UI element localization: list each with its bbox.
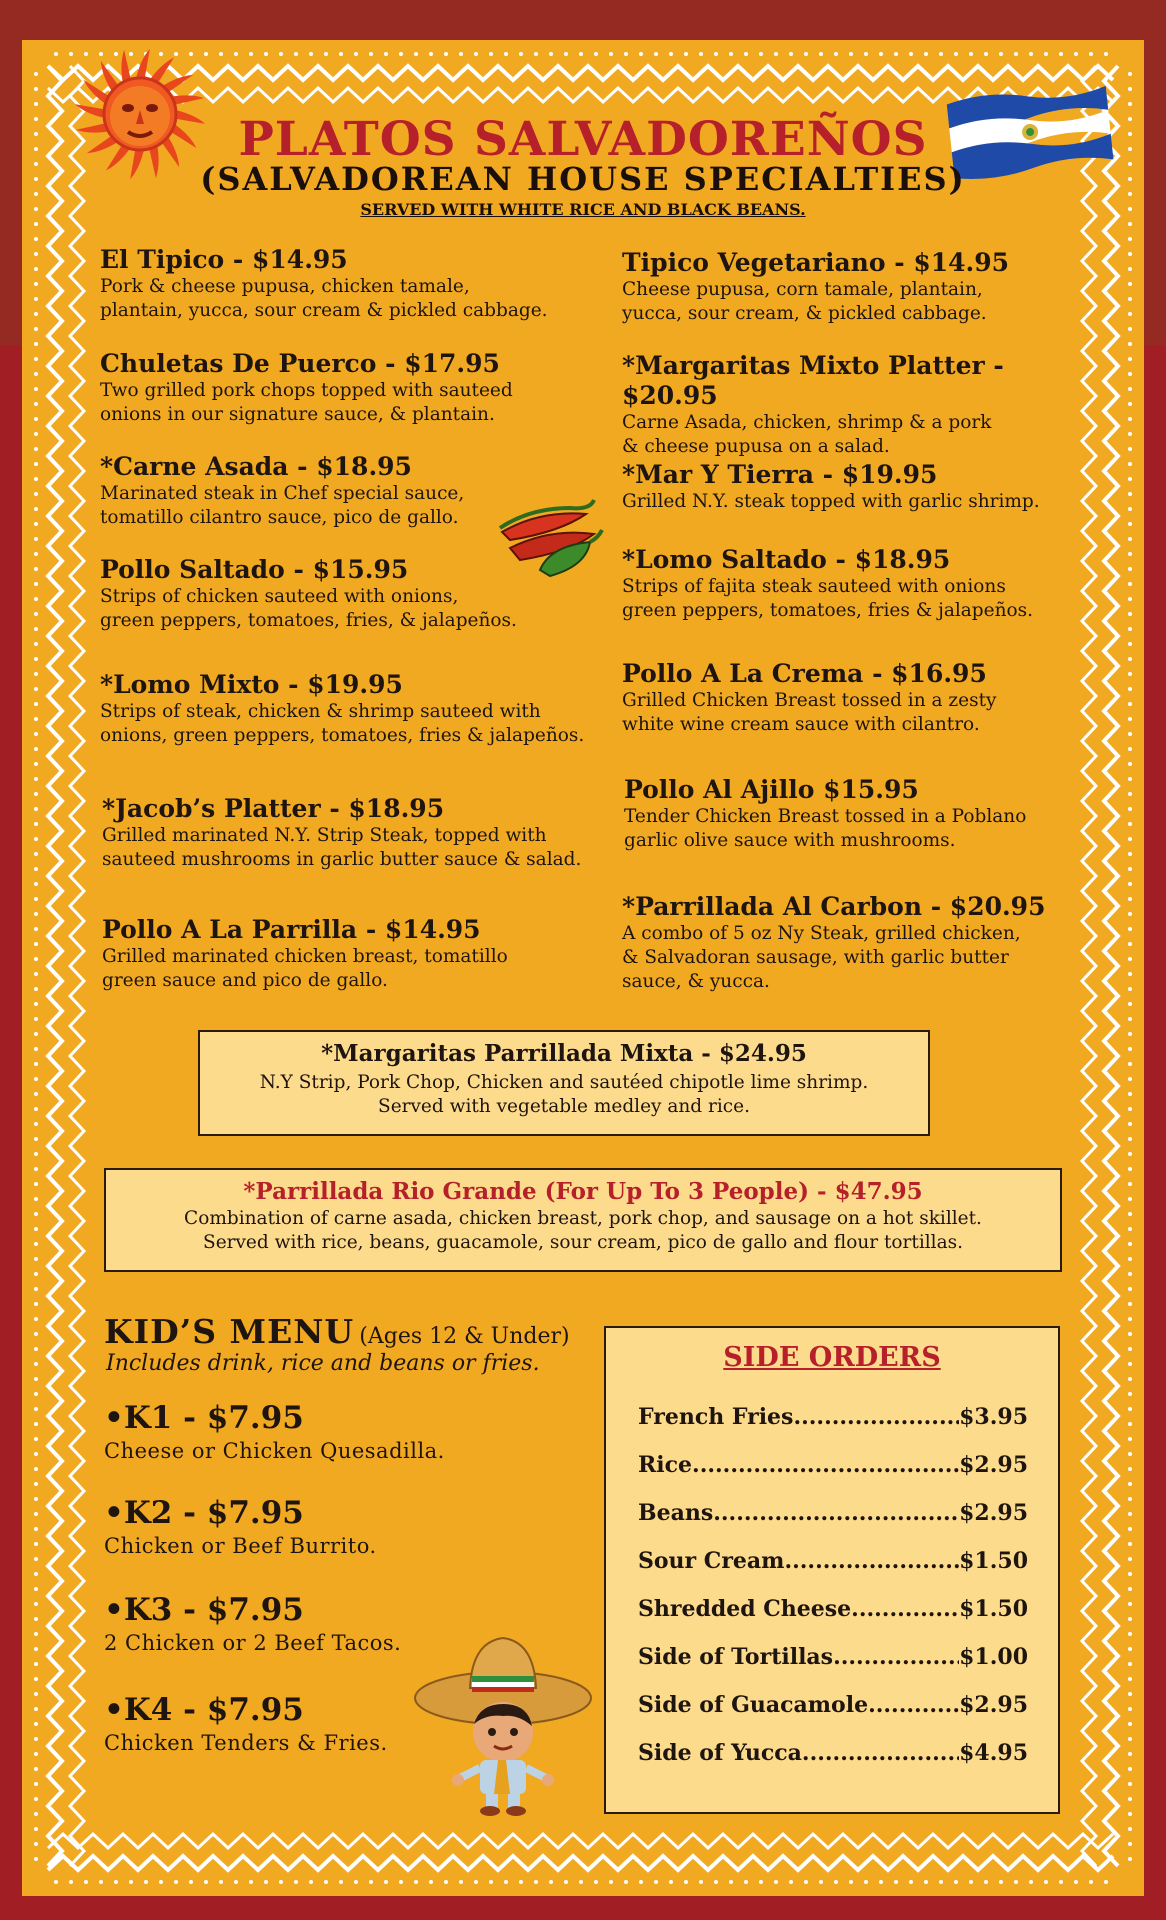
menu-item — [100, 670, 610, 748]
menu-item — [622, 248, 1092, 326]
kids-item-name: •K2 - $7.95 — [104, 1495, 304, 1531]
side-order-name: Rice — [638, 1452, 693, 1478]
menu-item — [622, 351, 1102, 459]
menu-item — [624, 775, 1104, 853]
item-name: Pollo Saltado - $15.95 — [100, 555, 409, 584]
item-desc: yucca, sour cream, & pickled cabbage. — [622, 303, 987, 324]
side-order-name: Side of Guacamole — [638, 1692, 869, 1718]
side-order-price: $3.95 — [959, 1404, 1028, 1430]
side-order-row — [638, 1644, 1028, 1670]
menu-title: PLATOS SALVADOREÑOS — [238, 112, 928, 167]
item-desc: Cheese pupusa, corn tamale, plantain, — [622, 279, 983, 300]
featured-item-name: *Margaritas Parrillada Mixta - $24.95 — [321, 1040, 807, 1067]
served-with-note: SERVED WITH WHITE RICE AND BLACK BEANS. — [360, 200, 806, 219]
item-desc: sauce, & yucca. — [622, 971, 770, 992]
menu-item — [102, 794, 612, 872]
item-desc: onions in our signature sauce, & plantain. — [100, 404, 495, 425]
item-desc: A combo of 5 oz Ny Steak, grilled chicken, — [622, 923, 1021, 944]
side-order-row — [638, 1740, 1028, 1766]
featured-item-desc: N.Y Strip, Pork Chop, Chicken and sautéed chipotle lime shrimp. — [259, 1072, 869, 1093]
menu-item — [102, 915, 602, 993]
side-order-row — [638, 1452, 1028, 1478]
item-name: Pollo Al Ajillo $15.95 — [624, 775, 919, 804]
item-name: Chuletas De Puerco - $17.95 — [100, 349, 500, 378]
menu-item — [622, 545, 1102, 623]
side-order-price: $1.50 — [959, 1596, 1028, 1622]
menu-item — [622, 659, 1102, 737]
item-desc: onions, green peppers, tomatoes, fries & jalapeños. — [100, 725, 585, 746]
featured-item-desc: Combination of carne asada, chicken breast, pork chop, and sausage on a hot skillet. — [184, 1208, 982, 1229]
kids-item-desc: Chicken Tenders & Fries. — [104, 1731, 388, 1755]
item-desc: green sauce and pico de gallo. — [102, 970, 388, 991]
kids-item — [104, 1400, 445, 1463]
side-order-row — [638, 1548, 1028, 1574]
kids-menu-note: Includes drink, rice and beans or fries. — [106, 1351, 540, 1376]
kids-menu-ages: (Ages 12 & Under) — [359, 1324, 570, 1349]
item-name: *Jacob’s Platter - $18.95 — [102, 794, 445, 823]
item-desc: Tender Chicken Breast tossed in a Poblano — [624, 806, 1027, 827]
dot-leader — [793, 1404, 959, 1430]
item-desc: Marinated steak in Chef special sauce, — [100, 483, 465, 504]
item-desc: green peppers, tomatoes, fries & jalapeños. — [622, 600, 1034, 621]
menu-item — [100, 349, 600, 427]
kids-item-name: •K1 - $7.95 — [104, 1400, 304, 1436]
side-order-price: $2.95 — [959, 1500, 1028, 1526]
item-name: *Parrillada Al Carbon - $20.95 — [622, 892, 1046, 921]
featured-item-name: *Parrillada Rio Grande (For Up To 3 People) - $47.95 — [243, 1178, 923, 1205]
kids-menu-title — [104, 1312, 570, 1351]
kids-item-desc: 2 Chicken or 2 Beef Tacos. — [104, 1631, 402, 1655]
side-orders-title: SIDE ORDERS — [723, 1342, 941, 1373]
item-desc: & cheese pupusa on a salad. — [622, 436, 890, 457]
item-desc: Grilled marinated chicken breast, tomatillo — [102, 946, 508, 967]
item-desc: plantain, yucca, sour cream & pickled cabbage. — [100, 300, 548, 321]
chili-peppers-icon — [490, 488, 608, 580]
side-order-price: $2.95 — [959, 1452, 1028, 1478]
kids-item — [104, 1592, 401, 1655]
dot-leader — [692, 1452, 959, 1478]
dot-leader — [868, 1692, 959, 1718]
side-order-price: $2.95 — [959, 1692, 1028, 1718]
kids-item — [104, 1495, 377, 1558]
side-order-row — [638, 1500, 1028, 1526]
item-name: *Lomo Saltado - $18.95 — [622, 545, 951, 574]
dot-leader — [784, 1548, 959, 1574]
item-desc: Strips of chicken sauteed with onions, — [100, 586, 459, 607]
kids-item-name: •K4 - $7.95 — [104, 1692, 304, 1728]
side-order-row — [638, 1692, 1028, 1718]
side-order-name: Side of Yucca — [638, 1740, 802, 1766]
item-name: Pollo A La Crema - $16.95 — [622, 659, 987, 688]
item-desc: Pork & cheese pupusa, chicken tamale, — [100, 276, 470, 297]
side-order-name: French Fries — [638, 1404, 794, 1430]
side-order-price: $1.50 — [959, 1548, 1028, 1574]
item-desc: green peppers, tomatoes, fries, & jalapeños. — [100, 610, 517, 631]
item-desc: Grilled marinated N.Y. Strip Steak, topped with — [102, 825, 547, 846]
item-name: *Carne Asada - $18.95 — [100, 452, 412, 481]
item-desc: garlic olive sauce with mushrooms. — [624, 830, 956, 851]
side-order-price: $1.00 — [959, 1644, 1028, 1670]
item-name: *Margaritas Mixto Platter - $20.95 — [622, 351, 1004, 410]
item-name: El Tipico - $14.95 — [100, 245, 348, 274]
item-name: Pollo A La Parrilla - $14.95 — [102, 915, 481, 944]
side-orders-box — [604, 1326, 1060, 1814]
kids-menu-heading: KID’S MENU — [104, 1312, 355, 1351]
side-order-name: Shredded Cheese — [638, 1596, 852, 1622]
kids-item — [104, 1692, 388, 1755]
side-order-name: Sour Cream — [638, 1548, 785, 1574]
kids-item-desc: Chicken or Beef Burrito. — [104, 1534, 377, 1558]
side-order-row — [638, 1404, 1028, 1430]
featured-mixta-box — [198, 1030, 930, 1136]
menu-item — [622, 460, 1102, 514]
featured-item-desc: Served with vegetable medley and rice. — [378, 1096, 750, 1117]
item-desc: Grilled Chicken Breast tossed in a zesty — [622, 690, 997, 711]
featured-item-desc: Served with rice, beans, guacamole, sour cream, pico de gallo and flour tortillas. — [203, 1232, 963, 1253]
dot-leader — [802, 1740, 959, 1766]
item-desc: Strips of fajita steak sauteed with onions — [622, 576, 1006, 597]
item-name: *Lomo Mixto - $19.95 — [100, 670, 403, 699]
item-desc: sauteed mushrooms in garlic butter sauce & salad. — [102, 849, 582, 870]
menu-item — [622, 892, 1102, 994]
item-name: Tipico Vegetariano - $14.95 — [622, 248, 1009, 277]
side-order-name: Beans — [638, 1500, 714, 1526]
menu-subtitle: (SALVADOREAN HOUSE SPECIALTIES) — [200, 160, 966, 198]
kids-item-desc: Cheese or Chicken Quesadilla. — [104, 1439, 445, 1463]
dot-leader — [713, 1500, 959, 1526]
item-desc: Grilled N.Y. steak topped with garlic shrimp. — [622, 491, 1040, 512]
item-desc: Two grilled pork chops topped with sauteed — [100, 380, 513, 401]
side-order-row — [638, 1596, 1028, 1622]
sombrero-boy-icon — [410, 1628, 596, 1818]
dot-leader — [851, 1596, 959, 1622]
menu-item — [100, 245, 600, 323]
item-name: *Mar Y Tierra - $19.95 — [622, 460, 938, 489]
item-desc: & Salvadoran sausage, with garlic butter — [622, 947, 1009, 968]
dot-leader — [833, 1644, 959, 1670]
featured-rio-grande-box — [104, 1168, 1062, 1272]
kids-item-name: •K3 - $7.95 — [104, 1592, 304, 1628]
menu-item — [100, 452, 500, 530]
side-order-price: $4.95 — [959, 1740, 1028, 1766]
side-order-name: Side of Tortillas — [638, 1644, 834, 1670]
item-desc: Strips of steak, chicken & shrimp sauteed with — [100, 701, 541, 722]
item-desc: tomatillo cilantro sauce, pico de gallo. — [100, 507, 459, 528]
item-desc: Carne Asada, chicken, shrimp & a pork — [622, 412, 992, 433]
item-desc: white wine cream sauce with cilantro. — [622, 714, 980, 735]
